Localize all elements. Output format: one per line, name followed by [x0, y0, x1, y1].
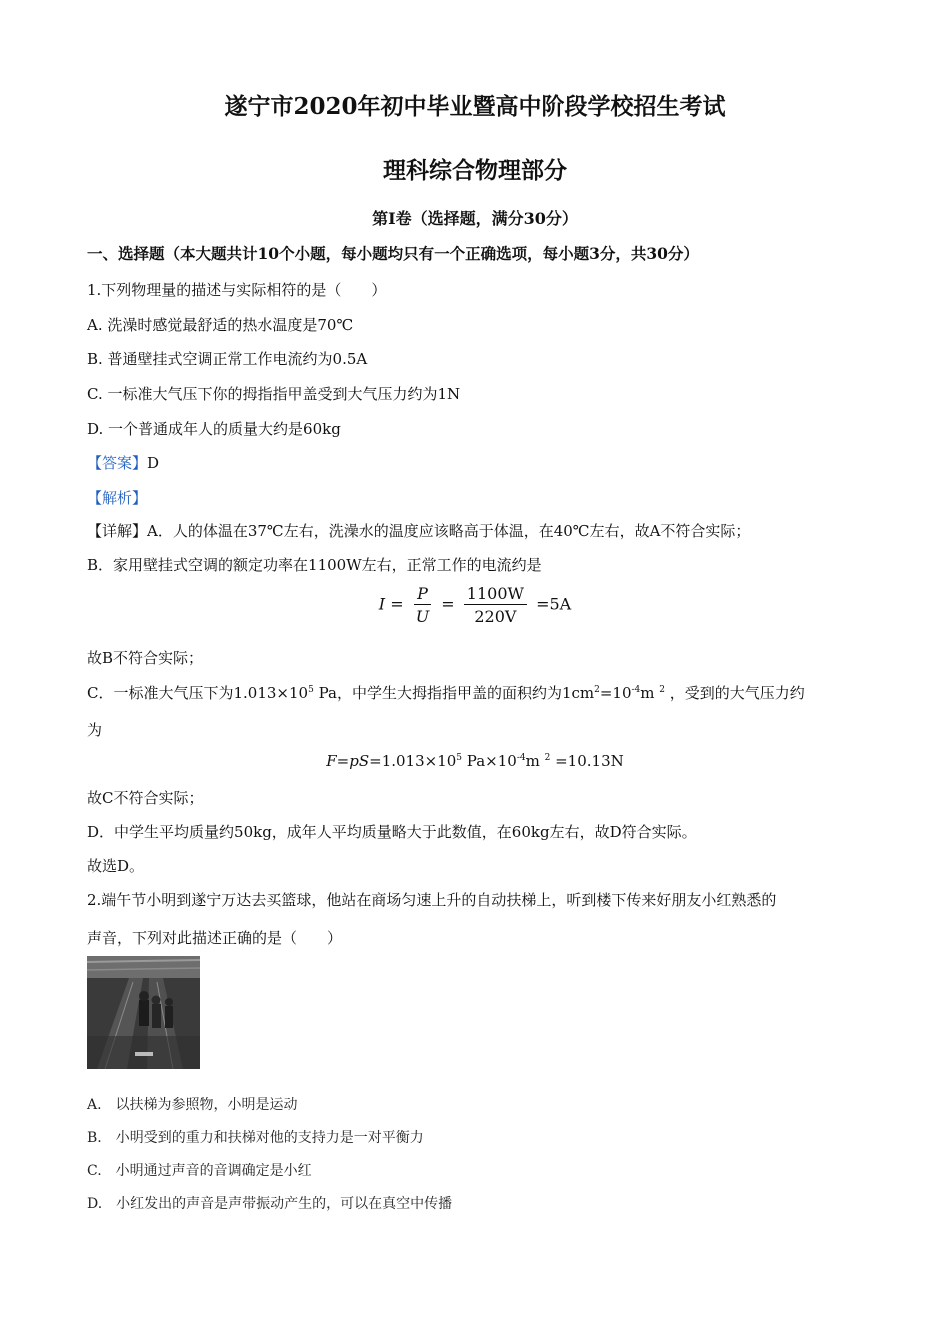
- fraction-numerator-value: 1100W: [464, 584, 527, 605]
- detail-c-text-3: =10: [599, 684, 632, 702]
- formula-c-eq: =: [336, 752, 350, 770]
- formula-force: [0, 752, 950, 770]
- detail-d: D．中学生平均质量约50kg，成年人平均质量略大于此数值，在60kg左右，故D符合实际。: [87, 823, 697, 841]
- answer-label: 【答案】: [87, 454, 148, 472]
- section-heading: 一、选择题（本大题共计10个小题，每小题均只有一个正确选项，每小题3分，共30分）: [87, 244, 699, 263]
- detail-c-exp-1: 5: [308, 685, 314, 695]
- escalator-photo-drawing: [87, 956, 200, 1069]
- detail-c-exp-3: -4: [631, 685, 641, 695]
- detail-c: [87, 682, 805, 703]
- detail-c-text-2: Pa，中学生大拇指指甲盖的面积约为1cm: [313, 684, 595, 702]
- q2-stem-line2: 声音，下列对此描述正确的是（ ）: [87, 929, 343, 947]
- conclusion-b: 故B不符合实际；: [87, 649, 204, 667]
- formula-eq1: =: [390, 594, 404, 614]
- formula-c-text-1: =1.013×10: [369, 752, 457, 770]
- formula-c-exp-2: -4: [516, 753, 526, 763]
- formula-lhs: I: [378, 594, 386, 614]
- q1-option-b: B. 普通壁挂式空调正常工作电流约为0.5A: [87, 350, 368, 368]
- formula-c-text-4: =10.13N: [550, 752, 624, 770]
- fraction-numerator: P: [414, 584, 431, 605]
- formula-c-lhs: F: [326, 752, 337, 770]
- exam-title: 遂宁市2020年初中毕业暨高中阶段学校招生考试: [224, 93, 726, 120]
- formula-eq2: =: [441, 594, 455, 614]
- fraction-denominator-value: 220V: [474, 607, 517, 626]
- detail-c-exp-2: 2: [594, 685, 600, 695]
- escalator-photo: [87, 956, 200, 1069]
- q2-option-b: B. 小明受到的重力和扶梯对他的支持力是一对平衡力: [87, 1130, 424, 1146]
- q1-option-a: A. 洗澡时感觉最舒适的热水温度是70℃: [87, 316, 354, 334]
- q1-final-answer: 故选D。: [87, 857, 145, 875]
- detail-c-text-4: m: [640, 684, 660, 702]
- answer-value: D: [147, 454, 160, 472]
- formula-result: =5A: [536, 594, 572, 614]
- detail-a: 【详解】A．人的体温在37℃左右，洗澡水的温度应该略高于体温，在40℃左右，故A不符合实际；: [87, 522, 751, 540]
- volume-heading: 第I卷（选择题，满分30分）: [372, 209, 578, 228]
- formula-current: [0, 584, 950, 626]
- detail-c-text-5: ，受到的大气压力约: [665, 684, 805, 702]
- formula-c-exp-3: 2: [544, 753, 551, 763]
- conclusion-c: 故C不符合实际；: [87, 789, 204, 807]
- q2-option-c: C. 小明通过声音的音调确定是小红: [87, 1163, 312, 1179]
- detail-c-exp-4: 2: [659, 685, 666, 695]
- formula-c-exp-1: 5: [456, 753, 463, 763]
- q2-option-a: A. 以扶梯为参照物，小明是运动: [87, 1097, 298, 1113]
- exam-subtitle: 理科综合物理部分: [383, 157, 567, 184]
- q2-option-d: D. 小红发出的声音是声带振动产生的，可以在真空中传播: [87, 1196, 453, 1212]
- fraction-values: [464, 584, 527, 626]
- fraction-p-over-u: [413, 584, 432, 626]
- q1-option-d: D. 一个普通成年人的质量大约是60kg: [87, 420, 341, 438]
- formula-c-text-2: Pa×10: [462, 752, 517, 770]
- q1-stem: 1.下列物理量的描述与实际相符的是（ ）: [87, 281, 387, 299]
- fraction-denominator: U: [415, 607, 430, 626]
- q2-stem-line1: 2.端午节小明到遂宁万达去买篮球，他站在商场匀速上升的自动扶梯上，听到楼下传来好朋友小红熟悉的: [87, 891, 777, 909]
- formula-c-ps: pS: [349, 752, 370, 770]
- detail-b: B．家用壁挂式空调的额定功率在1100W左右，正常工作的电流约是: [87, 556, 542, 574]
- formula-c-text-3: m: [525, 752, 545, 770]
- detail-c-text-1: C．一标准大气压下为1.013×10: [87, 684, 309, 702]
- detail-c-line2: 为: [87, 721, 103, 739]
- q1-answer: [87, 452, 159, 473]
- analysis-label: 【解析】: [87, 489, 148, 507]
- q1-option-c: C. 一标准大气压下你的拇指指甲盖受到大气压力约为1N: [87, 385, 461, 403]
